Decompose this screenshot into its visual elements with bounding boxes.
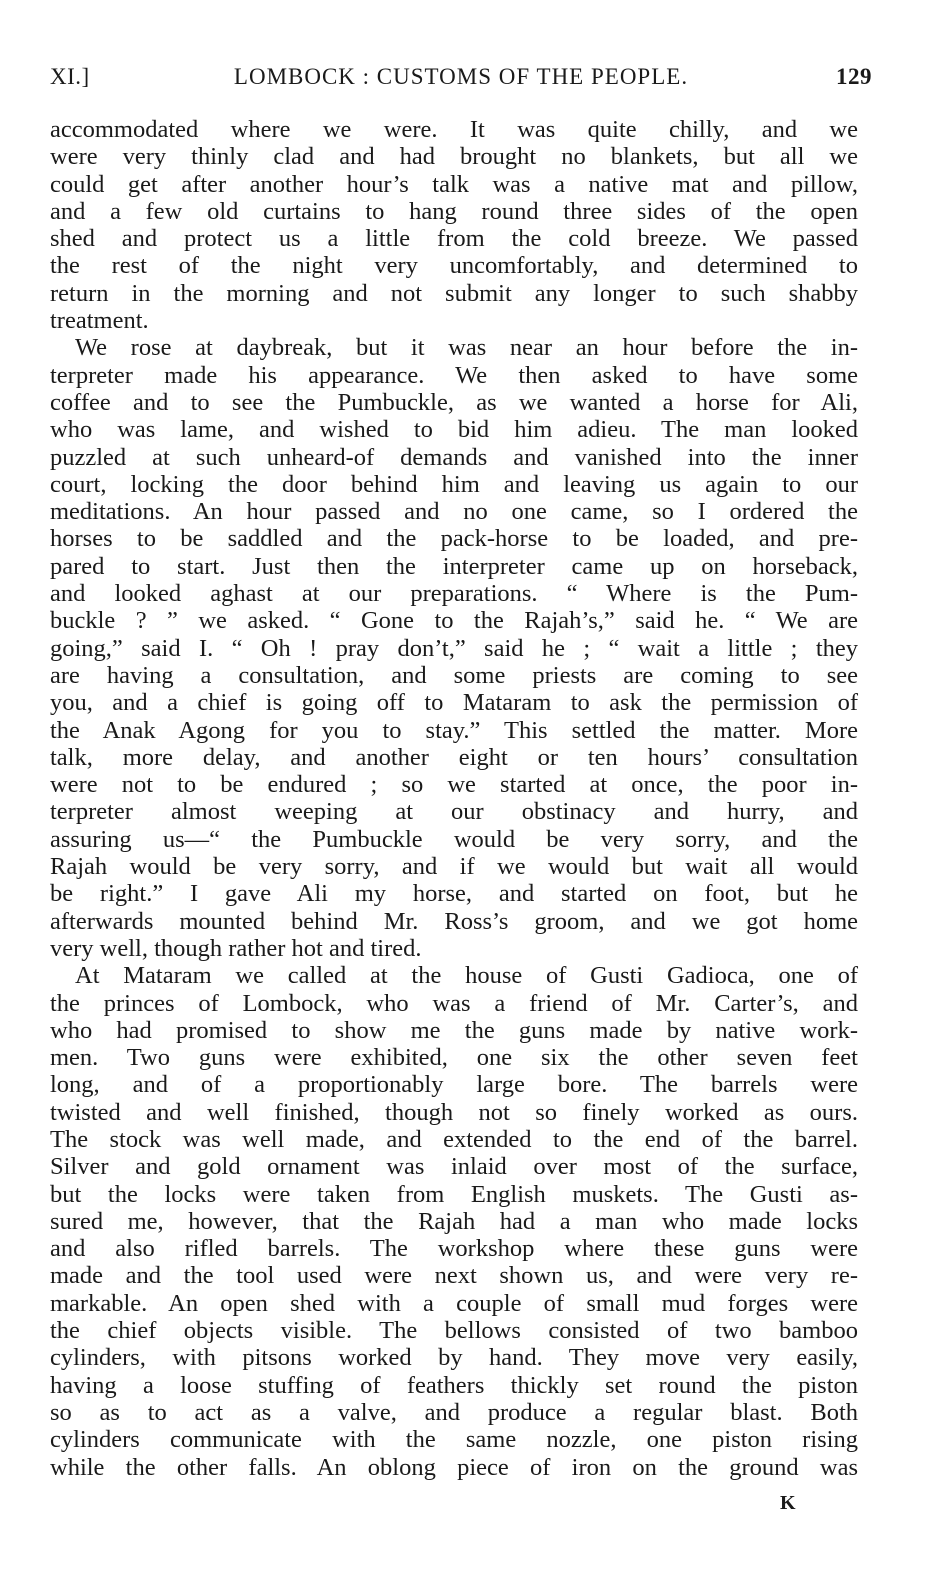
signature-mark: K <box>780 1492 797 1514</box>
text-line: twisted and well finished, though not so finely worked as ours. <box>50 1098 858 1126</box>
text-line: horses to be saddled and the pack-horse to be loaded, and pre- <box>50 525 858 553</box>
text-line: who had promised to show me the guns made by native work- <box>50 1016 858 1044</box>
running-head <box>50 64 872 98</box>
text-line: you, and a chief is going off to Mataram to ask the permission of <box>50 689 858 717</box>
text-line: and looked aghast at our preparations. “ Where is the Pum- <box>50 580 858 608</box>
text-line: sured me, however, that the Rajah had a man who made locks <box>50 1207 858 1235</box>
text-line: pared to start. Just then the interpreter came up on horseback, <box>50 552 858 580</box>
text-line: the princes of Lombock, who was a friend of Mr. Carter’s, and <box>50 989 858 1017</box>
text-line: while the other falls. An oblong piece of iron on the ground was <box>50 1453 858 1481</box>
text-line: cylinders communicate with the same nozzle, one piston rising <box>50 1426 858 1454</box>
text-line: the Anak Agong for you to stay.” This settled the matter. More <box>50 716 858 744</box>
text-line: At Mataram we called at the house of Gusti Gadioca, one of <box>75 962 858 990</box>
text-line: terpreter almost weeping at our obstinacy and hurry, and <box>50 798 858 826</box>
text-line: were not to be endured ; so we started at once, the poor in- <box>50 771 858 799</box>
text-line: afterwards mounted behind Mr. Ross’s groom, and we got home <box>50 907 858 935</box>
text-line: who was lame, and wished to bid him adieu. The man looked <box>50 416 858 444</box>
text-line: We rose at daybreak, but it was near an hour before the in- <box>75 334 858 362</box>
text-line: but the locks were taken from English muskets. The Gusti as- <box>50 1180 858 1208</box>
text-line: having a loose stuffing of feathers thickly set round the piston <box>50 1371 858 1399</box>
text-line: Silver and gold ornament was inlaid over most of the surface, <box>50 1153 858 1181</box>
text-line: and also rifled barrels. The workshop where these guns were <box>50 1235 858 1263</box>
text-line: Rajah would be very sorry, and if we would but wait all would <box>50 853 858 881</box>
text-line: made and the tool used were next shown us, and were very re- <box>50 1262 858 1290</box>
text-line: going,” said I. “ Oh ! pray don’t,” said he ; “ wait a little ; they <box>50 634 858 662</box>
text-line: very well, though rather hot and tired. <box>50 934 422 962</box>
text-line: could get after another hour’s talk was a native mat and pillow, <box>50 170 858 198</box>
text-line: assuring us—“ the Pumbuckle would be very sorry, and the <box>50 825 858 853</box>
text-line: accommodated where we were. It was quite chilly, and we <box>50 116 858 143</box>
page-number: 129 <box>836 64 872 89</box>
text-line: are having a consultation, and some priests are coming to see <box>50 661 858 689</box>
text-line: the rest of the night very uncomfortably, and determined to <box>50 252 858 280</box>
text-line: return in the morning and not submit any longer to such shabby <box>50 279 858 307</box>
text-line: puzzled at such unheard-of demands and vanished into the inner <box>50 443 858 471</box>
text-line: terpreter made his appearance. We then asked to have some <box>50 361 858 389</box>
text-line: long, and of a proportionably large bore. The barrels were <box>50 1071 858 1099</box>
text-line: cylinders, with pitsons worked by hand. They move very easily, <box>50 1344 858 1372</box>
text-line: treatment. <box>50 307 149 335</box>
text-line: shed and protect us a little from the cold breeze. We passed <box>50 225 858 253</box>
body-text <box>50 116 858 1481</box>
text-line: so as to act as a valve, and produce a regular blast. Both <box>50 1398 858 1426</box>
text-line: court, locking the door behind him and leaving us again to our <box>50 470 858 498</box>
chapter-marker: XI.] <box>50 64 90 89</box>
running-title: LOMBOCK : CUSTOMS OF THE PEOPLE. <box>233 64 689 89</box>
text-line: markable. An open shed with a couple of small mud forges were <box>50 1289 858 1317</box>
text-line: meditations. An hour passed and no one came, so I ordered the <box>50 498 858 526</box>
text-line: talk, more delay, and another eight or ten hours’ consultation <box>50 743 858 771</box>
text-line: coffee and to see the Pumbuckle, as we wanted a horse for Ali, <box>50 388 858 416</box>
text-line: were very thinly clad and had brought no blankets, but all we <box>50 143 858 171</box>
text-line: be right.” I gave Ali my horse, and started on foot, but he <box>50 880 858 908</box>
text-line: buckle ? ” we asked. “ Gone to the Rajah’s,” said he. “ We are <box>50 607 858 635</box>
text-line: The stock was well made, and extended to the end of the barrel. <box>50 1125 858 1153</box>
text-line: men. Two guns were exhibited, one six the other seven feet <box>50 1044 858 1072</box>
text-line: the chief objects visible. The bellows consisted of two bamboo <box>50 1317 858 1345</box>
text-line: and a few old curtains to hang round three sides of the open <box>50 197 858 225</box>
